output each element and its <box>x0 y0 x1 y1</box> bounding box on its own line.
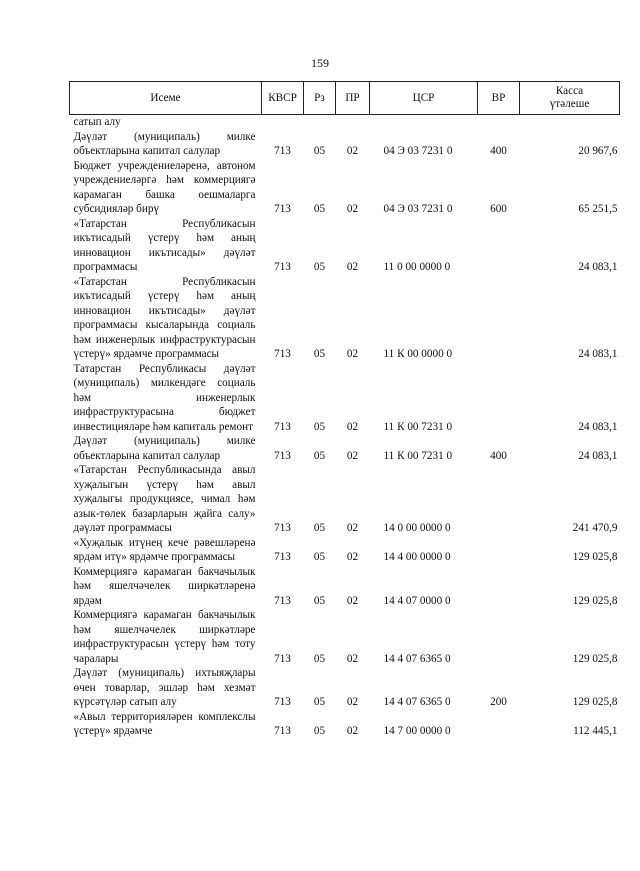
row-name: Дәүләт (муниципаль) милке объектларына капитал салулар <box>73 435 256 462</box>
row-pr: 02 <box>346 348 359 360</box>
header-csr: ЦСР <box>370 82 478 115</box>
header-name: Исеме <box>70 82 262 115</box>
row-name: Татарстан Республикасы дәүләт (муниципаль) милкендәге социаль һәм инженерлык инфраструктурасына бюджет инвестицияләре һәм капиталь ремонт <box>73 362 256 433</box>
row-rz: 05 <box>313 348 326 360</box>
row-vr: 400 <box>490 449 507 462</box>
row-kassa: 129 025,8 <box>572 594 618 607</box>
row-csr: 14 4 07 0000 0 <box>383 594 451 607</box>
row-rz: 05 <box>313 551 326 563</box>
row-kassa: 129 025,8 <box>572 652 618 665</box>
row-pr: 02 <box>346 420 359 433</box>
row-pr: 02 <box>346 551 359 563</box>
row-vr <box>478 536 520 565</box>
row-csr: 14 4 07 6365 0 <box>383 652 451 665</box>
header-kassa-line2: үтәлеше <box>549 98 590 110</box>
row-kvsr: 713 <box>274 145 291 157</box>
row-csr: 14 7 00 0000 0 <box>383 725 451 737</box>
header-pr: ПР <box>336 82 370 115</box>
row-rz: 05 <box>313 522 326 534</box>
header-kassa <box>520 82 620 115</box>
row-kvsr <box>262 115 304 130</box>
row-rz: 05 <box>313 725 326 737</box>
row-name: «Татарстан Республикасында авыл хуҗалыгын үстерү һәм авыл хуҗалыгы продукциясе, чимал һәм азык-төлек базарларын җайга салу» дәүләт программасы <box>73 464 256 534</box>
table-row <box>70 463 620 536</box>
row-kvsr: 713 <box>274 203 291 215</box>
row-vr <box>478 710 520 739</box>
row-rz <box>304 115 336 130</box>
row-pr: 02 <box>346 203 359 215</box>
row-pr: 02 <box>346 652 359 665</box>
row-vr: 200 <box>490 696 507 708</box>
table-row <box>70 434 620 463</box>
row-kvsr: 713 <box>274 652 291 665</box>
row-name: Бюджет учреждениеләренә, автоном учреждениеләргә һәм коммерциягә карамаган башка оешмаларга субсидияләр бирү <box>73 159 256 215</box>
row-csr: 11 0 00 0000 0 <box>383 261 451 273</box>
table-row <box>70 115 620 130</box>
table-row <box>70 130 620 159</box>
row-name: Дәүләт (муниципаль) милке объектларына капитал салулар <box>73 130 256 157</box>
table-row <box>70 362 620 435</box>
row-csr: 11 К 00 7231 0 <box>383 420 453 433</box>
row-rz: 05 <box>313 261 326 273</box>
row-csr: 14 4 00 0000 0 <box>383 551 451 563</box>
row-kassa: 20 967,6 <box>578 145 618 157</box>
header-kvsr: КВСР <box>262 82 304 115</box>
table-header-row <box>70 82 620 115</box>
row-name: Коммерциягә карамаган бакчачылык һәм яшелчәчелек ширкәтләре инфраструктурасын үстерү һәм тоту чаралары <box>73 609 256 665</box>
row-kvsr: 713 <box>274 348 291 360</box>
row-kassa: 24 083,1 <box>578 348 618 360</box>
row-kvsr: 713 <box>274 696 291 708</box>
header-rz: Рз <box>304 82 336 115</box>
table-row <box>70 275 620 362</box>
row-pr: 02 <box>346 696 359 708</box>
table-row <box>70 710 620 739</box>
row-vr <box>478 217 520 275</box>
header-kassa-line1: Касса <box>555 85 584 97</box>
row-kassa: 241 470,9 <box>572 522 618 534</box>
table-row <box>70 608 620 666</box>
row-kassa: 129 025,8 <box>572 696 618 708</box>
row-rz: 05 <box>313 652 326 665</box>
row-kvsr: 713 <box>274 594 291 607</box>
row-kassa: 24 083,1 <box>578 449 618 462</box>
row-name: Дәүләт (муниципаль) ихтыяҗлары өчен товарлар, эшләр һәм хезмәт күрсәтүләр сатып алу <box>73 667 256 708</box>
row-name: «Хуҗалык итүнең кече рәвешләренә ярдәм итү» ярдәмче программасы <box>73 536 256 563</box>
table-row <box>70 217 620 275</box>
row-csr: 14 4 07 6365 0 <box>383 696 451 708</box>
row-csr: 04 Э 03 7231 0 <box>383 145 453 157</box>
row-name: Коммерциягә карамаган бакчачылык һәм яшелчәчелек ширкәтләренә ярдәм <box>73 565 256 607</box>
row-name: «Авыл территорияләрен комплекслы үстерү» ярдәмче <box>73 710 256 737</box>
row-kvsr: 713 <box>274 420 291 433</box>
row-kassa: 24 083,1 <box>578 420 618 433</box>
row-pr <box>336 115 370 130</box>
row-pr: 02 <box>346 594 359 607</box>
row-vr <box>478 608 520 666</box>
row-pr: 02 <box>346 449 359 462</box>
row-kvsr: 713 <box>274 449 291 462</box>
row-vr <box>478 362 520 435</box>
row-csr <box>370 115 478 130</box>
row-kassa: 112 445,1 <box>573 725 618 737</box>
row-pr: 02 <box>346 725 359 737</box>
row-name: сатып алу <box>73 116 121 128</box>
row-csr: 11 К 00 0000 0 <box>383 348 453 360</box>
table-row <box>70 565 620 609</box>
row-kassa: 24 083,1 <box>578 261 618 273</box>
row-csr: 04 Э 03 7231 0 <box>383 203 453 215</box>
row-kvsr: 713 <box>274 551 291 563</box>
row-kvsr: 713 <box>274 261 291 273</box>
row-pr: 02 <box>346 261 359 273</box>
row-vr <box>478 115 520 130</box>
row-rz: 05 <box>313 420 326 433</box>
table-row <box>70 159 620 217</box>
row-pr: 02 <box>346 522 359 534</box>
row-vr <box>478 463 520 536</box>
row-kassa: 129 025,8 <box>572 551 618 563</box>
row-csr: 11 К 00 7231 0 <box>383 449 453 462</box>
row-vr <box>478 565 520 609</box>
row-vr: 600 <box>490 203 507 215</box>
row-name: «Татарстан Республикасын икътисадый үстерү һәм аның инновацион икътисады» дәүләт программасы <box>73 217 256 273</box>
row-pr: 02 <box>346 145 359 157</box>
row-rz: 05 <box>313 203 326 215</box>
row-vr <box>478 275 520 362</box>
header-vr: ВР <box>478 82 520 115</box>
row-vr: 400 <box>490 145 507 157</box>
row-rz: 05 <box>313 696 326 708</box>
row-kassa: 65 251,5 <box>578 203 618 215</box>
row-kvsr: 713 <box>274 725 291 737</box>
row-kvsr: 713 <box>274 522 291 534</box>
row-rz: 05 <box>313 145 326 157</box>
row-csr: 14 0 00 0000 0 <box>383 522 451 534</box>
budget-table <box>69 81 620 739</box>
table-row <box>70 536 620 565</box>
table-row <box>70 666 620 710</box>
row-name: «Татарстан Республикасын икътисадый үстерү һәм аның инновацион икътисады» дәүләт программасы кысаларында социаль һәм инженерлык инфраструктурасын үстерү» ярдәмче программасы <box>73 275 256 360</box>
row-rz: 05 <box>313 449 326 462</box>
row-rz: 05 <box>313 594 326 607</box>
row-kassa <box>520 115 620 130</box>
page-number: 159 <box>311 56 329 70</box>
